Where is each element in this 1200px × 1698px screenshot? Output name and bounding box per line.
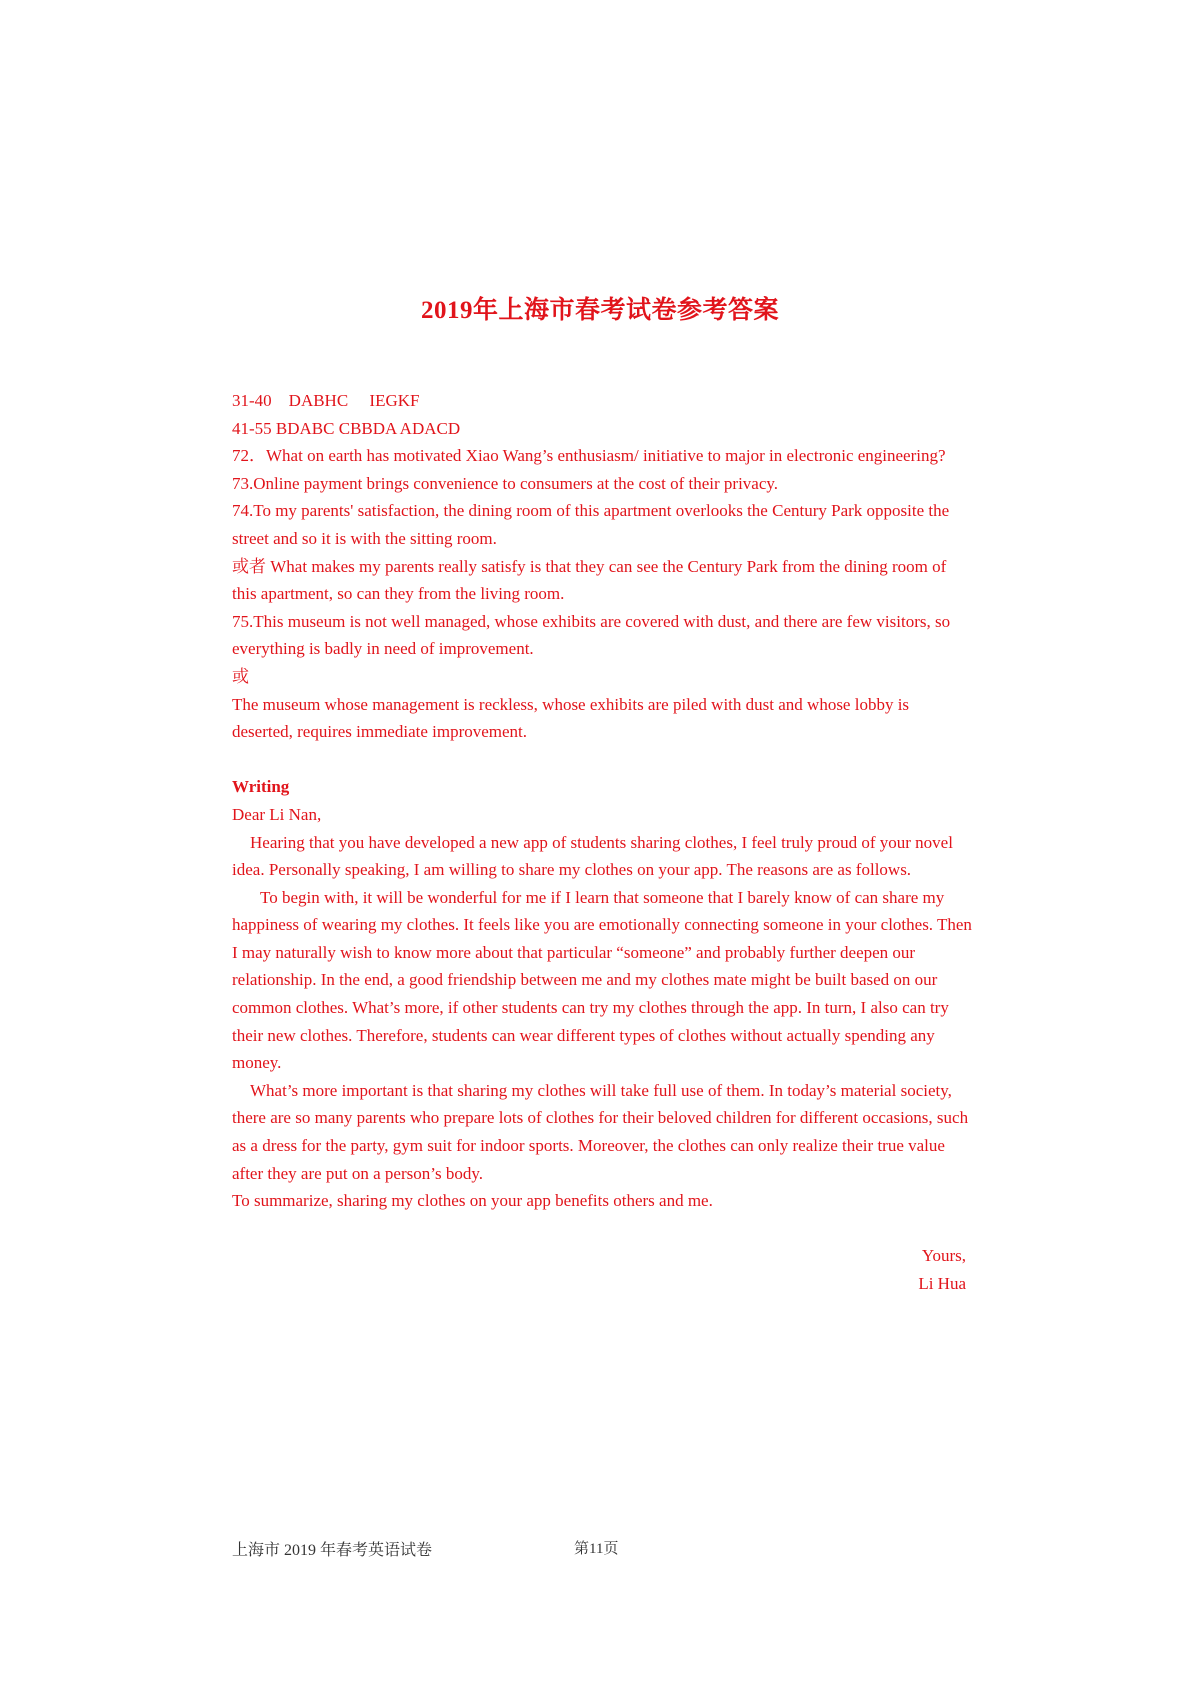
signoff-spacer [232,1215,972,1243]
answers-31-40: 31-40 DABHC IEGKF [232,391,420,410]
section-spacer [232,746,972,774]
letter-paragraph-4: To summarize, sharing my clothes on your app benefits others and me. [232,1191,713,1211]
translation-73: 73.Online payment brings convenience to consumers at the cost of their privacy. [232,473,779,493]
letter-paragraph-1: Hearing that you have developed a new app of students sharing clothes, I feel truly proud of your novel idea. Personally speaking, I am willing to share my clothes on your app. The reasons are as follows. [232,832,953,880]
footer-exam-name: 上海市 2019 年春考英语试卷 [232,1542,433,1559]
translation-72: 72．What on earth has motivated Xiao Wang’s enthusiasm/ initiative to major in electronic engineering? [232,446,946,466]
translation-75-alternative: The museum whose management is reckless, whose exhibits are piled with dust and whose lobby is deserted, requires immediate improvement. [232,694,910,742]
writing-heading: Writing [232,777,290,797]
translation-74-alternative: 或者 What makes my parents really satisfy is that they can see the Century Park from the dining room of this apartment, so can they from the living room. [232,556,947,604]
answers-41-55: 41-55 BDABC CBBDA ADACD [232,418,461,438]
letter-closing: Yours, [921,1246,966,1266]
letter-greeting: Dear Li Nan, [232,804,322,824]
letter-paragraph-3: What’s more important is that sharing my clothes will take full use of them. In today’s material society, there are so many parents who prepare lots of clothes for their beloved children for different occasions, such as a dress for the party, gym suit for indoor sports. Moreover, the clothes can only realize their true value after they are put on a person’s body. [232,1080,969,1183]
page-title: 2019年上海市春考试卷参考答案 [420,297,779,324]
translation-74: 74.To my parents' satisfaction, the dining room of this apartment overlooks the Century Park opposite the street and so it is with the sitting room. [232,501,950,548]
letter-signature: Li Hua [918,1274,966,1293]
translation-75-or: 或 [232,666,249,686]
letter-paragraph-2: To begin with, it will be wonderful for me if I learn that someone that I barely know of can share my happiness of wearing my clothes. It feels like you are emotionally connecting someone in your clothes. Then I may naturally wish to know more about that particular “someone” and probably further deepen our relationship. In the end, a good friendship between me and my clothes mate might be built based on our common clothes. What’s more, if other students can try my clothes through the app. In turn, I also can try their new clothes. Therefore, students can wear different types of clothes without actually spending any money. [232,887,972,1073]
answer-content [232,387,972,1298]
translation-75: 75.This museum is not well managed, whose exhibits are covered with dust, and there are few visitors, so everything is badly in need of improvement. [232,611,951,659]
footer-page-number: 第11页 [574,1541,619,1557]
